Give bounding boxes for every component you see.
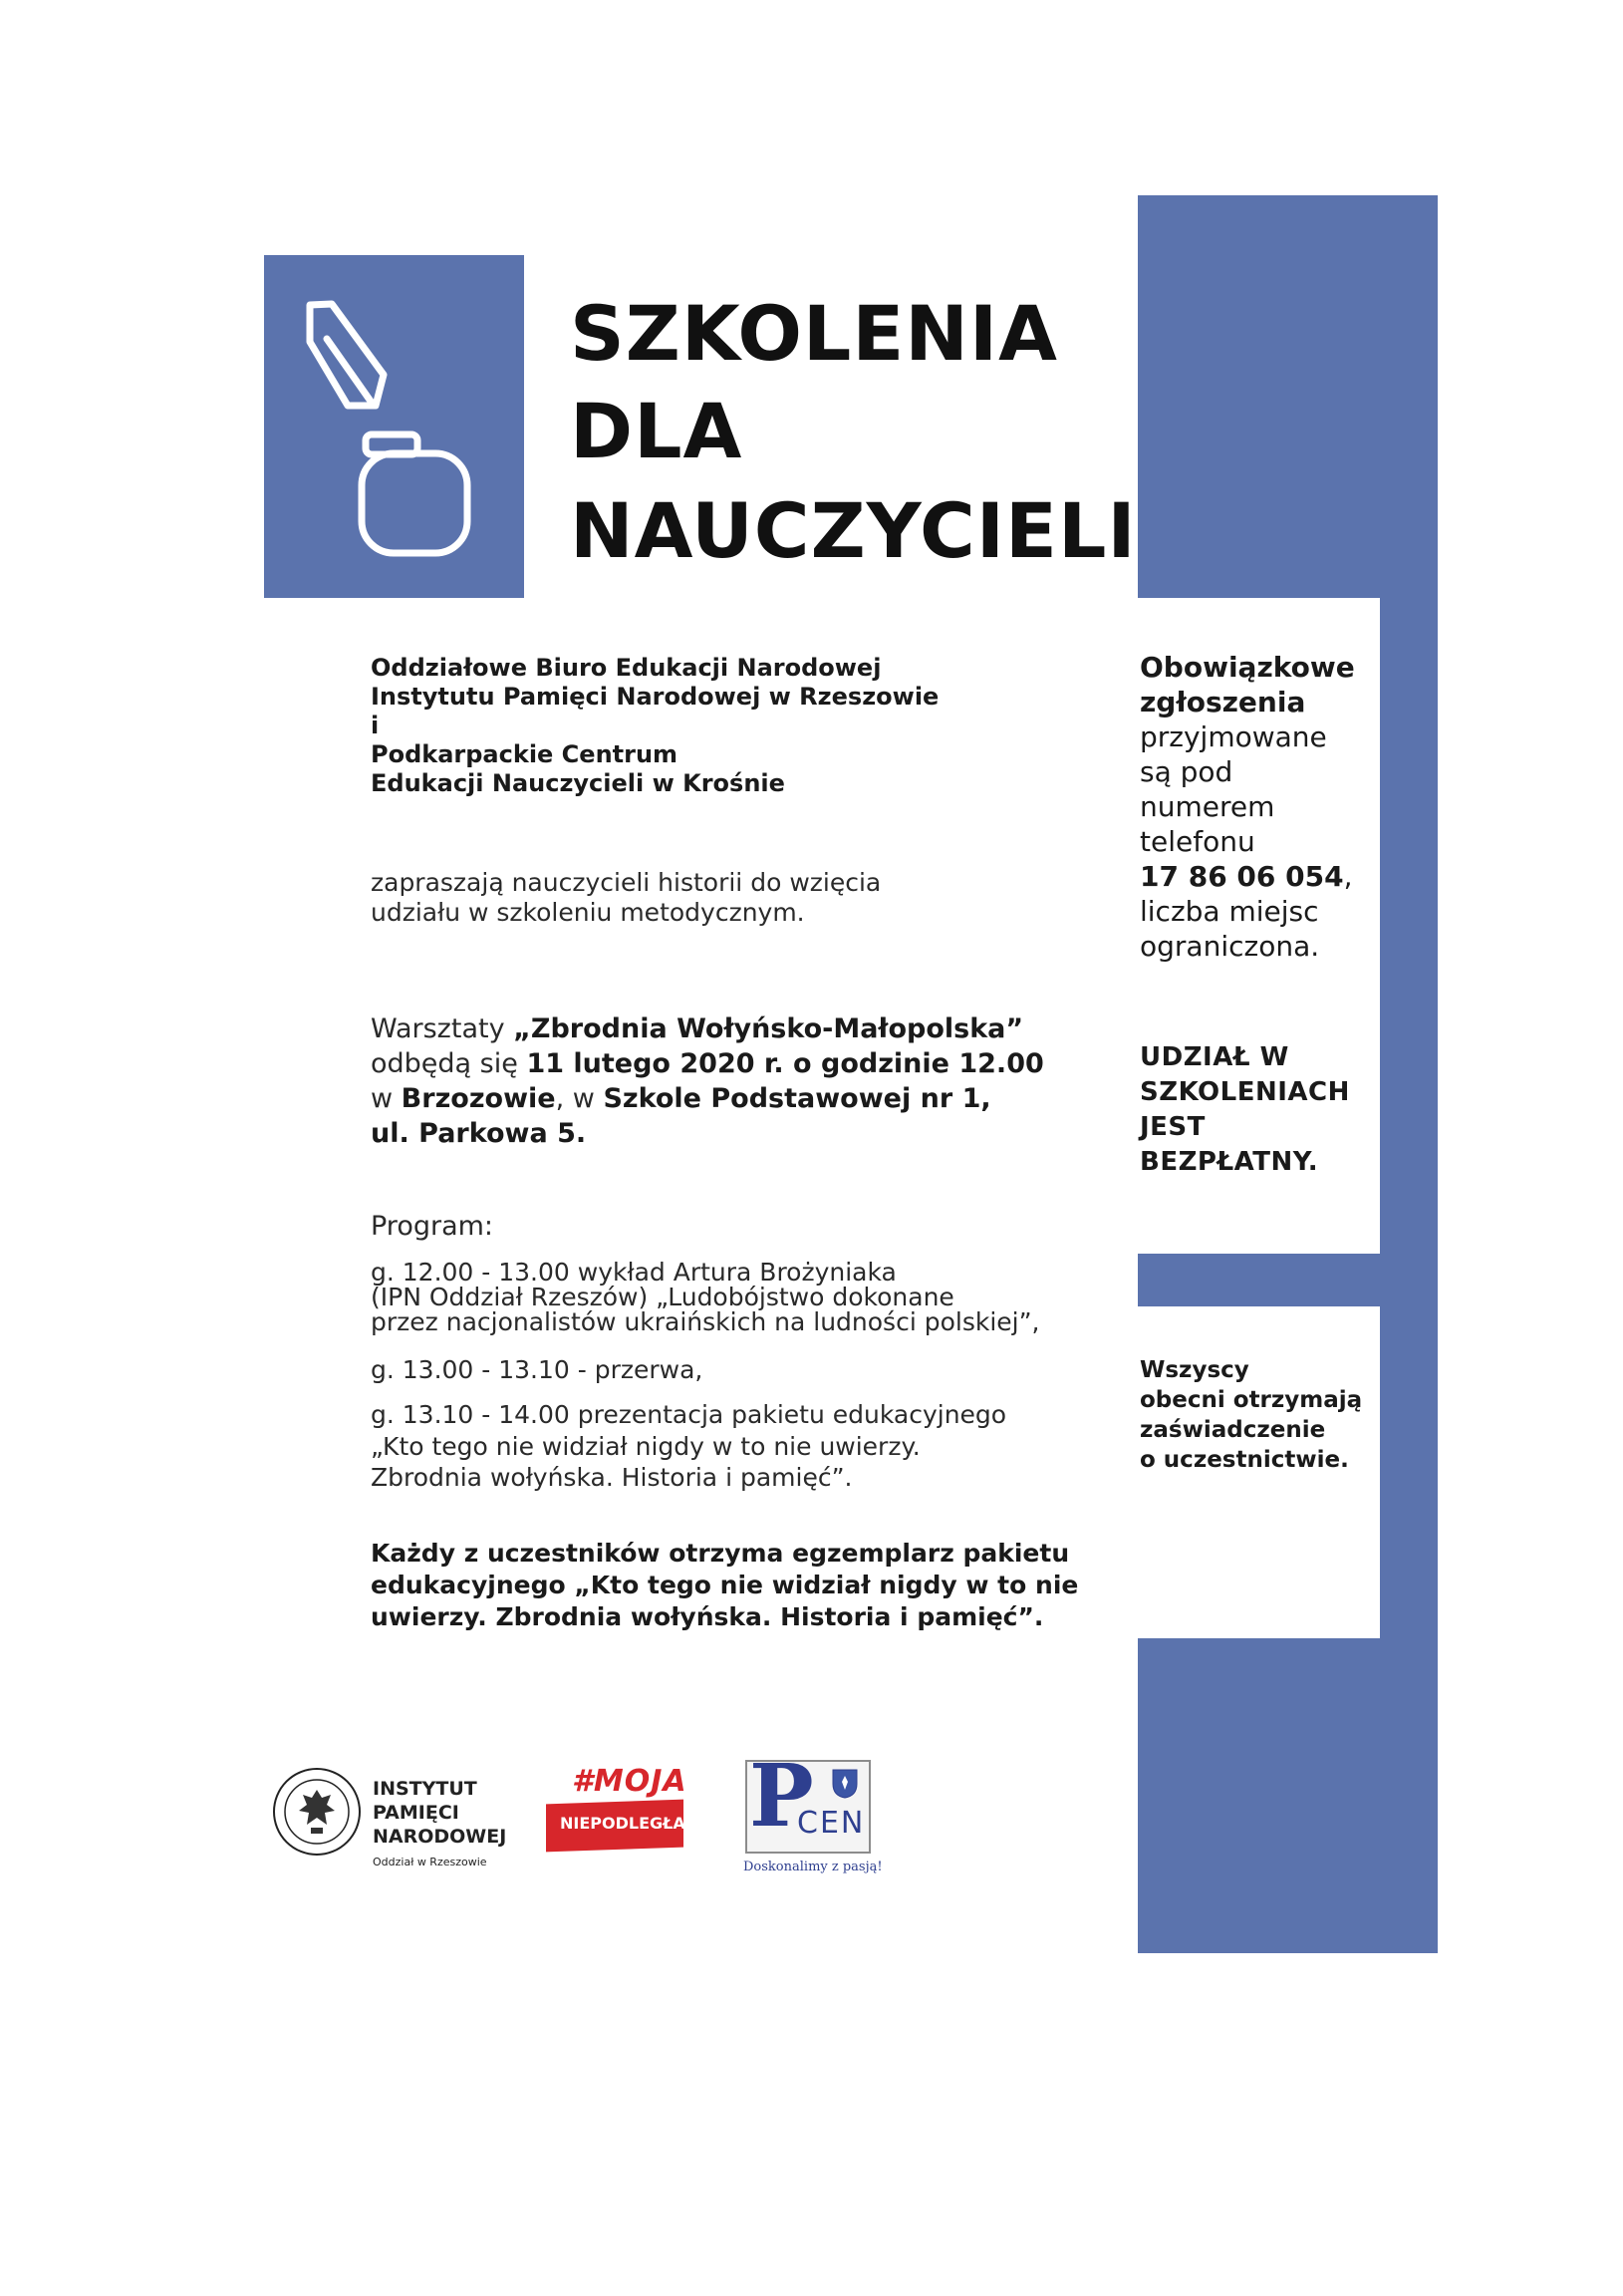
organizer-line: Instytutu Pamięci Narodowej w Rzeszowie bbox=[371, 683, 940, 711]
program-item3-line3: Zbrodnia wołyńska. Historia i pamięć”. bbox=[371, 1463, 853, 1492]
program-item1-line1: g. 12.00 - 13.00 wykład Artura Brożyniaka bbox=[371, 1258, 897, 1287]
program-item2: g. 13.00 - 13.10 - przerwa, bbox=[371, 1355, 703, 1384]
program-item1-line2: (IPN Oddział Rzeszów) „Ludobójstwo dokonane bbox=[371, 1283, 954, 1311]
organizer-line: Podkarpackie Centrum bbox=[371, 740, 678, 768]
workshop-venue: Szkole Podstawowej nr 1, bbox=[603, 1083, 991, 1114]
program-heading: Program: bbox=[371, 1211, 494, 1242]
workshop-line1 bbox=[371, 1012, 1023, 1046]
phone-number: 17 86 06 054 bbox=[1140, 860, 1344, 893]
organizer-line: i bbox=[371, 712, 380, 739]
moja-niepodlegla-logo bbox=[546, 1764, 692, 1864]
page-title-line2: DLA bbox=[570, 387, 743, 475]
organizer-line: Oddziałowe Biuro Edukacji Narodowej bbox=[371, 654, 882, 682]
organizers-block bbox=[371, 654, 939, 798]
page-title-line3: NAUCZYCIELI bbox=[570, 486, 1137, 575]
moja-label: NIEPODLEGŁA. bbox=[560, 1814, 692, 1833]
pcen-letters-cen: CEN bbox=[797, 1806, 866, 1841]
pcen-letter-p: P bbox=[749, 1746, 814, 1847]
workshop-line2: odbędą się 11 lutego 2020 r. o godzinie 12.00 bbox=[371, 1048, 1044, 1079]
invite-line2: udziału w szkoleniu metodycznym. bbox=[371, 898, 805, 927]
pcen-logo bbox=[739, 1746, 883, 1880]
final-note-line1: Każdy z uczestników otrzyma egzemplarz pakietu bbox=[371, 1539, 1070, 1568]
ipn-name-line1: INSTYTUT bbox=[373, 1778, 477, 1800]
ipn-branch: Oddział w Rzeszowie bbox=[373, 1856, 487, 1868]
ipn-name-line2: PAMIĘCI bbox=[373, 1802, 459, 1824]
ipn-logo bbox=[271, 1766, 520, 1875]
quill-and-inkwell-icon bbox=[264, 255, 524, 598]
workshop-address: ul. Parkowa 5. bbox=[371, 1118, 587, 1149]
ipn-name-line3: NARODOWEJ bbox=[373, 1826, 507, 1848]
certificate-info: Wszyscy obecni otrzymają zaświadczenie o uczestnictwie. bbox=[1140, 1357, 1363, 1473]
program-item3-line2: „Kto tego nie widział nigdy w to nie uwierzy. bbox=[371, 1432, 921, 1461]
registration-info: Obowiązkowe zgłoszenia przyjmowane są pod numerem telefonu 17 86 06 054, liczba miejsc ograniczona. bbox=[1140, 651, 1355, 963]
invite-line1: zapraszają nauczycieli historii do wzięcia bbox=[371, 868, 882, 897]
final-note-line3: uwierzy. Zbrodnia wołyńska. Historia i pamięć”. bbox=[371, 1602, 1044, 1631]
pcen-tagline: Doskonalimy z pasją! bbox=[743, 1860, 883, 1874]
page-title-line1: SZKOLENIA bbox=[570, 289, 1058, 378]
workshop-line4 bbox=[371, 1117, 586, 1151]
final-note-line2: edukacyjnego „Kto tego nie widział nigdy w to nie bbox=[371, 1571, 1079, 1599]
pcen-crest-icon bbox=[831, 1768, 859, 1800]
workshop-line3: w Brzozowie, w Szkole Podstawowej nr 1, bbox=[371, 1083, 991, 1114]
ipn-seal-icon bbox=[271, 1766, 363, 1858]
workshop-label: Warsztaty bbox=[371, 1013, 514, 1044]
organizer-line: Edukacji Nauczycieli w Krośnie bbox=[371, 769, 785, 797]
workshop-date: 11 lutego 2020 r. o godzinie 12.00 bbox=[526, 1048, 1044, 1079]
workshop-city: Brzozowie bbox=[401, 1083, 556, 1114]
program-item3-line1: g. 13.10 - 14.00 prezentacja pakietu edukacyjnego bbox=[371, 1400, 1007, 1429]
header-icon-panel bbox=[264, 255, 524, 598]
workshop-title: „Zbrodnia Wołyńsko-Małopolska” bbox=[513, 1013, 1024, 1044]
free-participation: UDZIAŁ W SZKOLENIACH JEST BEZPŁATNY. bbox=[1140, 1042, 1350, 1177]
program-item1-line3: przez nacjonalistów ukraińskich na ludności polskiej”, bbox=[371, 1307, 1040, 1336]
moja-hashtag: #MOJA bbox=[572, 1764, 687, 1799]
